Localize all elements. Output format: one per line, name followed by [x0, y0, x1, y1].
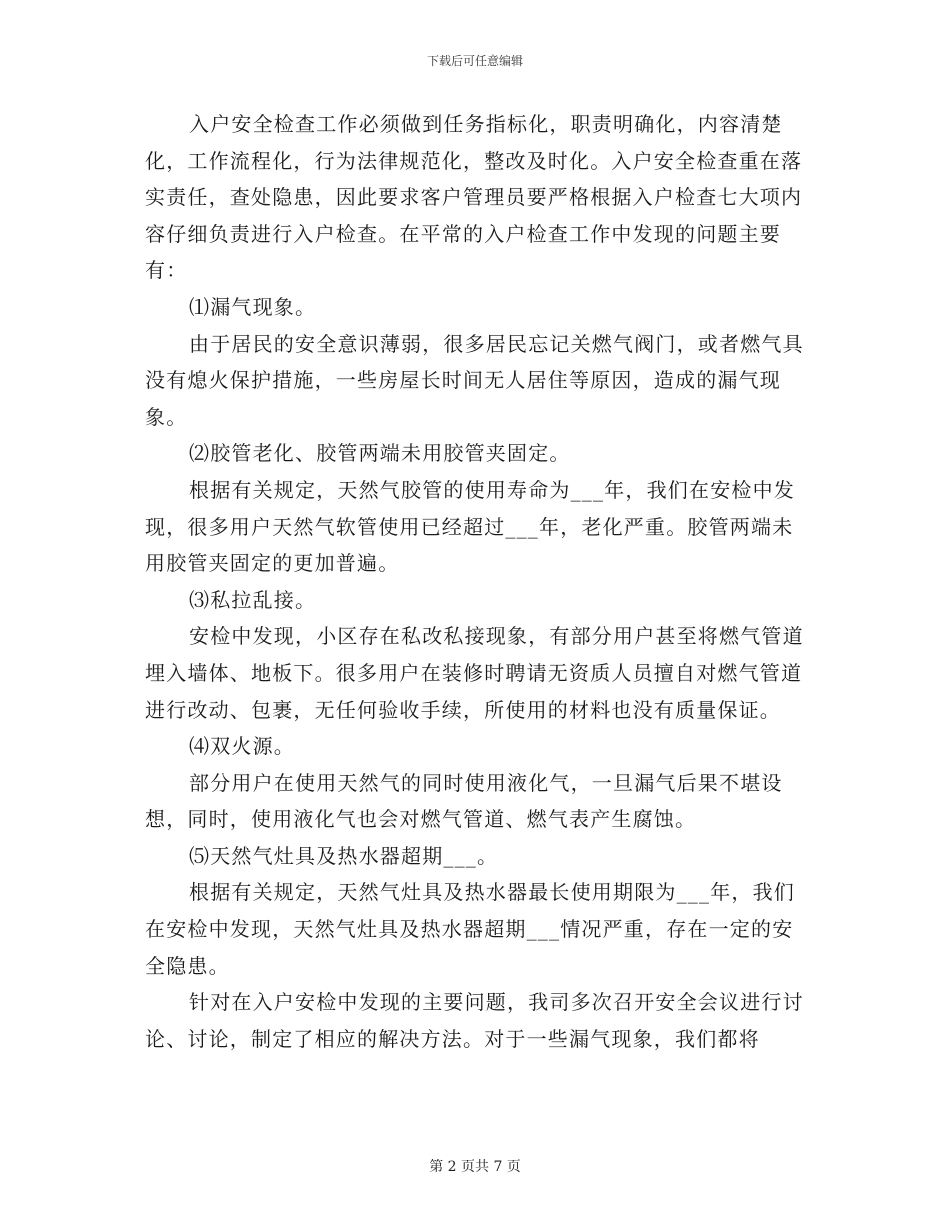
item-heading-2: ⑵胶管老化、胶管两端未用胶管夹固定。: [189, 441, 571, 466]
item-heading-4: ⑷双火源。: [189, 734, 295, 759]
page-header: 下载后可任意编辑: [426, 54, 523, 68]
paragraph-item-2: 根据有关规定，天然气胶管的使用寿命为___年，我们在安检中发现，很多用户天然气软管使用已经超过___年，老化严重。胶管两端未用胶管夹固定的更加普遍。: [145, 477, 795, 576]
paragraph-item-3: 安检中发现，小区存在私改私接现象，有部分用户甚至将燃气管道埋入墙体、地板下。很多用户在装修时聘请无资质人员擅自对燃气管道进行改动、包裹，无任何验收手续，所使用的材料也没有质量保证。: [145, 624, 804, 722]
item-heading-3: ⑶私拉乱接。: [189, 587, 317, 612]
paragraph-conclusion: 针对在入户安检中发现的主要问题，我司多次召开安全会议进行讨论、讨论，制定了相应的解决方法。对于一些漏气现象，我们都将: [145, 990, 804, 1051]
item-heading-5: ⑸天然气灶具及热水器超期___。: [189, 843, 499, 868]
paragraph-item-5: 根据有关规定，天然气灶具及热水器最长使用期限为___年，我们在安检中发现，天然气灶具及热水器超期___情况严重，存在一定的安全隐患。: [145, 880, 795, 978]
document-body: [145, 106, 805, 1057]
paragraph-item-4: 部分用户在使用天然气的同时使用液化气，一旦漏气后果不堪设想，同时，使用液化气也会对燃气管道、燃气表产生腐蚀。: [145, 770, 783, 832]
page-footer: 第 2 页共 7 页: [429, 1159, 521, 1175]
paragraph-intro: 入户安全检查工作必须做到任务指标化，职责明确化，内容清楚化，工作流程化，行为法律规范化，整改及时化。入户安全检查重在落实责任，查处隐患，因此要求客户管理员要严格根据入户检查七大项内容仔细负责进行入户检查。在平常的入户检查工作中发现的问题主要有：: [145, 112, 803, 283]
paragraph-item-1: 由于居民的安全意识薄弱，很多居民忘记关燃气阀门，或者燃气具没有熄火保护措施，一些房屋长时间无人居住等原因，造成的漏气现象。: [145, 331, 804, 429]
item-heading-1: ⑴漏气现象。: [189, 294, 317, 319]
